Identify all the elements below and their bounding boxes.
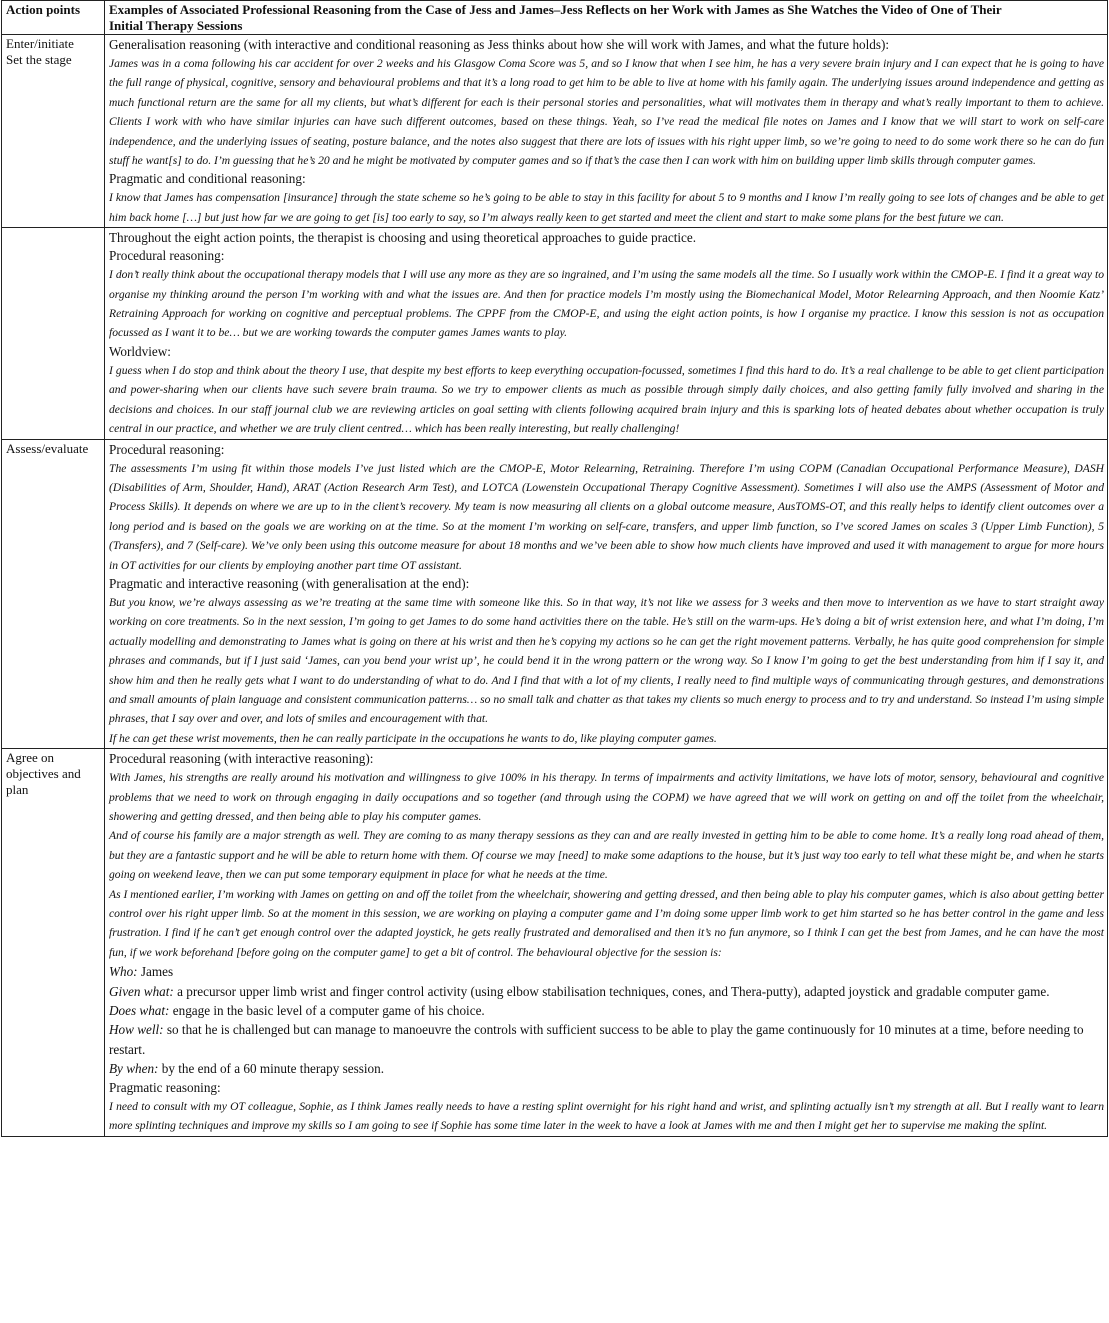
action-point-label: objectives and — [6, 766, 81, 782]
reasoning-quote: I know that James has compensation [insurance] through the state scheme so he’s going to be able to stay in this facility for about 5 to 9 months and I know I’m really going to see lots of changes and be able to get him back home […] but just how far we are going to get [is] too early to say, so I’m always really keen to get started and meet the client and start to make some plans for the best future we can. — [109, 191, 1104, 224]
action-point-label: Set the stage — [6, 52, 72, 67]
reasoning-cell — [105, 439, 1108, 749]
objective-key: Does what: — [109, 1003, 170, 1019]
reasoning-quote: And of course his family are a major strength as well. They are coming to as many therapy sessions as they can and are really invested in getting him to be able to come home. It’s a really long road ahead of them, but they are a fantastic support and he will be able to return home with them. Of course we may [need] to make some adaptions to the house, but it’s just way too early to tell what these might be, and when he starts going on weekend leave, then we can put some temporary equipment in place for what he needs at the time. — [109, 829, 1104, 882]
reasoning-type-label: Pragmatic and conditional reasoning: — [109, 171, 306, 187]
header-action-points: Action points — [2, 1, 105, 35]
reasoning-quote: I need to consult with my OT colleague, Sophie, as I think James really needs to have a resting splint overnight for his right hand and wrist, and splinting actually isn’t my strength at all. But I really want to learn more splinting techniques and improve my skills so I am going to see if Sophie has some time later in the week to have a look at James with me and then I might get her to supervise me making the splint. — [109, 1099, 1104, 1133]
objective-item — [109, 982, 1104, 1001]
reasoning-quote: James was in a coma following his car accident for over 2 weeks and his Glasgow Coma Score was 5, and so I know that when I see him, he has a very severe brain injury and I can expect that he is going to have the full range of physical, cognitive, sensory and behavioural problems and that it’s a long road to get him to be able to live at home with his family again. The underlying issues around independence and getting as much functional return are the same for all my clients, but what’s different for each is their personal stories and personalities, what will motivates them in therapy and what’s really important to them to achieve. Clients I work with who have similar injuries can have such different outcomes, based on these things. Yeah, so I’ve read the medical file notes on James and I know that we will start to work on self-care independence, and the underlying issues of seating, posture balance, and the notes also suggest that there are lots of issues with his right upper limb, so we’re going to need to do some work there so he can do fun stuff he want[s] to do. I’m guessing that he’s 20 and he might be motivated by computer games and so if that’s the case then I can work with him on building upper limb skills through computer games. — [109, 57, 1104, 168]
reasoning-quote: But you know, we’re always assessing as we’re treating at the same time with someone like this. So in that way, it’s not like we assess for 3 weeks and then move to intervention as we have to start straight away working on core treatments. So in the next session, I’m going to get James to do some hand activities there on the table. He’s still on the warm-ups. He’s doing a bit of wrist extension here, and what I’m doing, I’m actually modelling and demonstrating to James what is going on there at his wrist and then he’s copying my actions so he can get the right movement patterns. Verbally, he has quite good comprehension for simple phrases and commands, but if I just said ‘James, can you bend your wrist up’, he could bend it in the wrong pattern or the wrong way. So I know I’m going to get the best understanding from him if I say it, and show him and then he really gets what I want to do understanding of what to do. And I find that with a lot of my clients, I really need to find multiple ways of communicating through gestures, and demonstrations and small amounts of plain language and consistent communication patterns… so no small talk and chatter as that takes my clients so much energy to process and to try and understand. So instead I’m using simple phrases, that I say over and over, and lots of smiles and encouragement with that. — [109, 595, 1104, 726]
header-examples-line2: Initial Therapy Sessions — [109, 18, 243, 33]
action-point-cell — [2, 439, 105, 749]
objective-item — [109, 1001, 1104, 1020]
objective-value: James — [137, 964, 174, 980]
action-point-label: Agree on — [6, 750, 55, 766]
reasoning-type-label: Pragmatic and interactive reasoning (with generalisation at the end): — [109, 575, 470, 591]
reasoning-table — [1, 0, 1108, 1137]
action-point-label: plan — [6, 782, 29, 798]
action-point-cell — [2, 228, 105, 439]
objective-item — [109, 1059, 1104, 1078]
reasoning-quote: If he can get these wrist movements, then he can really participate in the occupations he wants to do, like playing computer games. — [109, 731, 717, 745]
objective-key: Who: — [109, 964, 138, 980]
objective-value: by the end of a 60 minute therapy session. — [158, 1061, 385, 1077]
intro-text: Throughout the eight action points, the therapist is choosing and using theoretical approaches to guide practice. — [109, 230, 697, 246]
reasoning-quote: The assessments I’m using fit within those models I’ve just listed which are the CMOP-E, Motor Relearning, Retraining. Therefore I’m using COPM (Canadian Occupational Performance Measure), DASH (Disabilities of Arm, Shoulder, Hand), ARAT (Action Research Arm Test), and LOTCA (Lowenstein Occupational Therapy Cognitive Assessment). Sometimes I will also use the AMPS (Assessment of Motor and Process Skills). It depends on where we are up to in the client’s recovery. My team is now measuring all clients on a global outcome measure, AusTOMS-OT, and this really helps to identify client outcomes over a long period and is based on the goals we are working on at the time. So at the moment I’m working on self-care, transfers, and upper limb function, so I’ve scored James on scales 3 (Upper Limb Function), 5 (Transfers), and 7 (Self-care). We’ve only been using this outcome measure for about 18 months and we’ve been able to show how much clients have improved and used it with management to argue for more hours in OT activities for our clients by employing another part time OT assistant. — [109, 461, 1104, 572]
reasoning-quote: I don’t really think about the occupational therapy models that I will use any more as they are so ingrained, and I’m using the same models all the time. So I usually work within the CMOP-E. I find it a great way to organise my thinking around the person I’m working with and what the issues are. And then for practice models I’m mostly using the Biomechanical Model, Motor Relearning Approach, and then Noomie Katz’ Retraining Approach for working on cognitive and perceptual problems. The CPPF from the CMOP-E, and using the eight action points, is how I organise my practice. I know this session is not as occupation focussed as I want it to be… but we are working towards the computer games James wants to play. — [109, 268, 1104, 340]
reasoning-cell — [105, 749, 1108, 1136]
objective-key: How well: — [109, 1022, 164, 1038]
reasoning-cell — [105, 35, 1108, 228]
reasoning-type-label: Worldview: — [109, 343, 171, 359]
header-row — [2, 1, 1108, 35]
action-point-cell — [2, 749, 105, 1136]
action-point-cell — [2, 35, 105, 228]
reasoning-type-label: Procedural reasoning: — [109, 248, 225, 264]
objective-value: so that he is challenged but can manage to manoeuvre the controls with sufficient success to be able to play the game continuously for 10 minutes at a time, before needing to restart. — [109, 1022, 1084, 1057]
table-row — [2, 439, 1108, 749]
objective-item — [109, 962, 1104, 981]
action-point-label: Enter/initiate — [6, 36, 74, 51]
header-examples-line1: Examples of Associated Professional Reasoning from the Case of Jess and James–Jess Reflects on her Work with James as She Watches the Video of One of Their — [109, 2, 1002, 17]
objective-key: By when: — [109, 1061, 159, 1077]
header-examples — [105, 1, 1108, 35]
action-point-label: Assess/evaluate — [6, 440, 89, 456]
reasoning-type-label: Generalisation reasoning (with interactive and conditional reasoning as Jess thinks about how she will work with James, and what the future holds): — [109, 37, 890, 52]
objective-item — [109, 1020, 1104, 1059]
reasoning-quote: As I mentioned earlier, I’m working with James on getting on and off the toilet from the wheelchair, showering and getting dressed, and then being able to play his computer games, which is also about getting better control over his right upper limb. So at the moment in this session, we are working on playing a computer game and I’m doing some upper limb work to get him started so he has better control in the game and less frustration. I find if he can’t get enough control over the adapted joystick, he gets really frustrated and demoralised and then it’s no fun anymore, so I think I can get the best from James, and he can have the most fun, if we work beforehand [before going on the computer game] to get a bit of control. The behavioural objective for the session is: — [109, 887, 1104, 959]
table-row — [2, 35, 1108, 228]
reasoning-type-label: Pragmatic reasoning: — [109, 1079, 221, 1095]
reasoning-quote: I guess when I do stop and think about the theory I use, that despite my best efforts to keep everything occupation-focussed, sometimes I find this hard to do. It’s a real challenge to be able to get client participation and power-sharing when our clients have such severe brain trauma. So we try to empower clients as much as possible through simply daily choices, and also getting family fully involved and sharing in the decisions and choices. In our staff journal club we are reviewing articles on goal setting with clients following acquired brain injury and this is sparking lots of heated debates about whether occupation is truly central in our practice, and whether we are truly client centred… which has been really interesting, but really challenging! — [109, 363, 1104, 436]
objective-value: engage in the basic level of a computer game of his choice. — [169, 1003, 485, 1019]
reasoning-cell — [105, 228, 1108, 439]
objective-key: Given what: — [109, 983, 174, 999]
objective-value: a precursor upper limb wrist and finger control activity (using elbow stabilisation techniques, cones, and Thera-putty), adapted joystick and gradable computer game. — [173, 983, 1050, 999]
table-row — [2, 749, 1108, 1136]
reasoning-type-label: Procedural reasoning: — [109, 441, 225, 457]
reasoning-quote: With James, his strengths are really around his motivation and willingness to give 100% in his therapy. In terms of impairments and activity limitations, we have lots of motor, sensory, behavioural and cognitive problems that we need to work on through engaging in daily occupations and so together (and through using the COPM) we have agreed that we will work on getting on and off the toilet from the wheelchair, showering and getting dressed, and then being able to play his computer games. — [109, 771, 1104, 823]
reasoning-type-label: Procedural reasoning (with interactive reasoning): — [109, 751, 374, 767]
table-row — [2, 228, 1108, 439]
